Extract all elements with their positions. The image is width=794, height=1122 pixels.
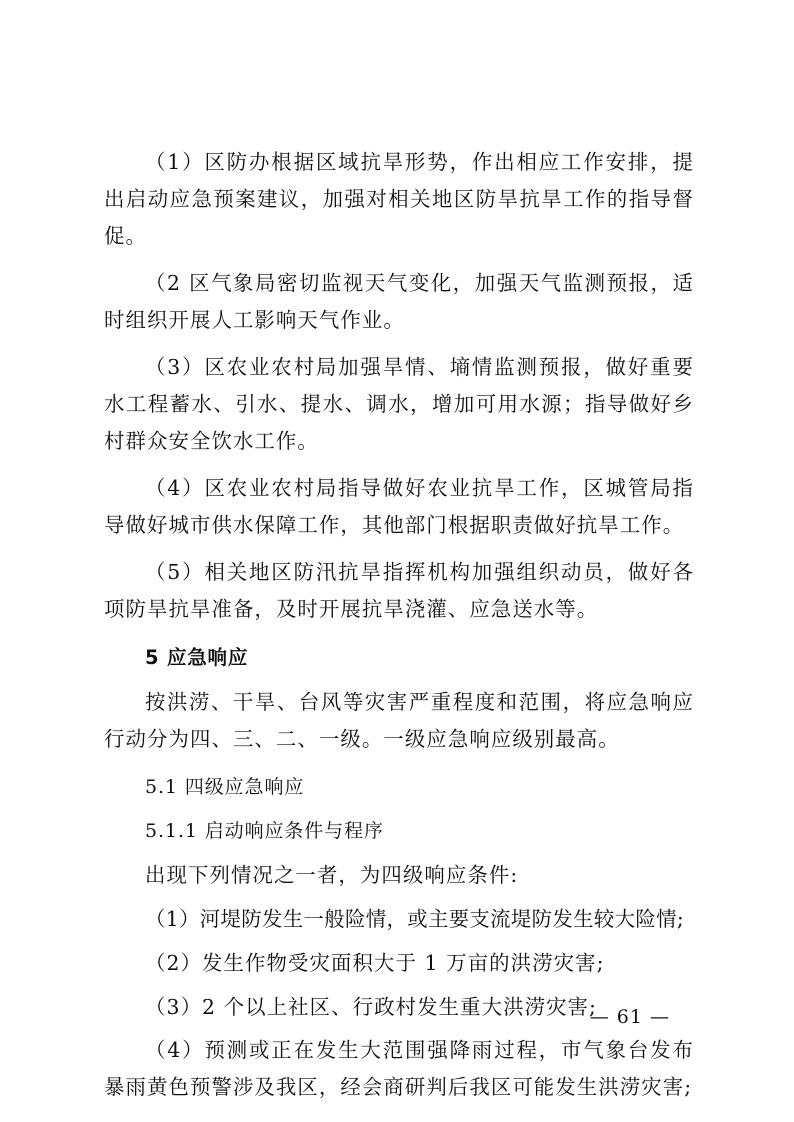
paragraph-task-3: （3）区农业农村局加强旱情、墒情监测预报，做好重要水工程蓄水、引水、提水、调水，增加可用水源；指导做好乡村群众安全饮水工作。: [104, 355, 694, 453]
paragraph-task-5: （5）相关地区防汛抗旱指挥机构加强组织动员，做好各项防旱抗旱准备，及时开展抗旱浇灌、应急送水等。: [104, 560, 694, 621]
condition-item-4: （4）预测或正在发生大范围强降雨过程，市气象台发布暴雨黄色预警涉及我区，经会商研判后我区可能发生洪涝灾害;: [104, 1038, 694, 1099]
condition-item-2: （2）发生作物受灾面积大于 1 万亩的洪涝灾害;: [145, 951, 605, 975]
paragraph-task-2: （2 区气象局密切监视天气变化，加强天气监测预报，适时组织开展人工影响天气作业。: [104, 271, 694, 332]
page-number: — 61 —: [589, 1006, 670, 1028]
conditions-intro: 出现下列情况之一者，为四级响应条件:: [145, 863, 519, 887]
paragraph-task-4: （4）区农业农村局指导做好农业抗旱工作，区城管局指导做好城市供水保障工作，其他部门根据职责做好抗旱工作。: [104, 476, 694, 537]
section-heading: 5 应急响应: [145, 646, 249, 669]
condition-item-3: （3）2 个以上社区、行政村发生重大洪涝灾害;: [145, 995, 598, 1019]
condition-item-1: （1）河堤防发生一般险情，或主要支流堤防发生较大险情;: [145, 907, 685, 931]
document-body: [104, 144, 694, 1116]
section-intro: 按洪涝、干旱、台风等灾害严重程度和范围，将应急响应行动分为四、三、二、一级。一级应急响应级别最高。: [104, 690, 694, 751]
subsubsection-heading: 5.1.1 启动响应条件与程序: [145, 820, 384, 842]
subsection-heading: 5.1 四级应急响应: [145, 776, 305, 798]
paragraph-task-1: （1）区防办根据区域抗旱形势，作出相应工作安排，提出启动应急预案建议，加强对相关地区防旱抗旱工作的指导督促。: [104, 150, 694, 248]
